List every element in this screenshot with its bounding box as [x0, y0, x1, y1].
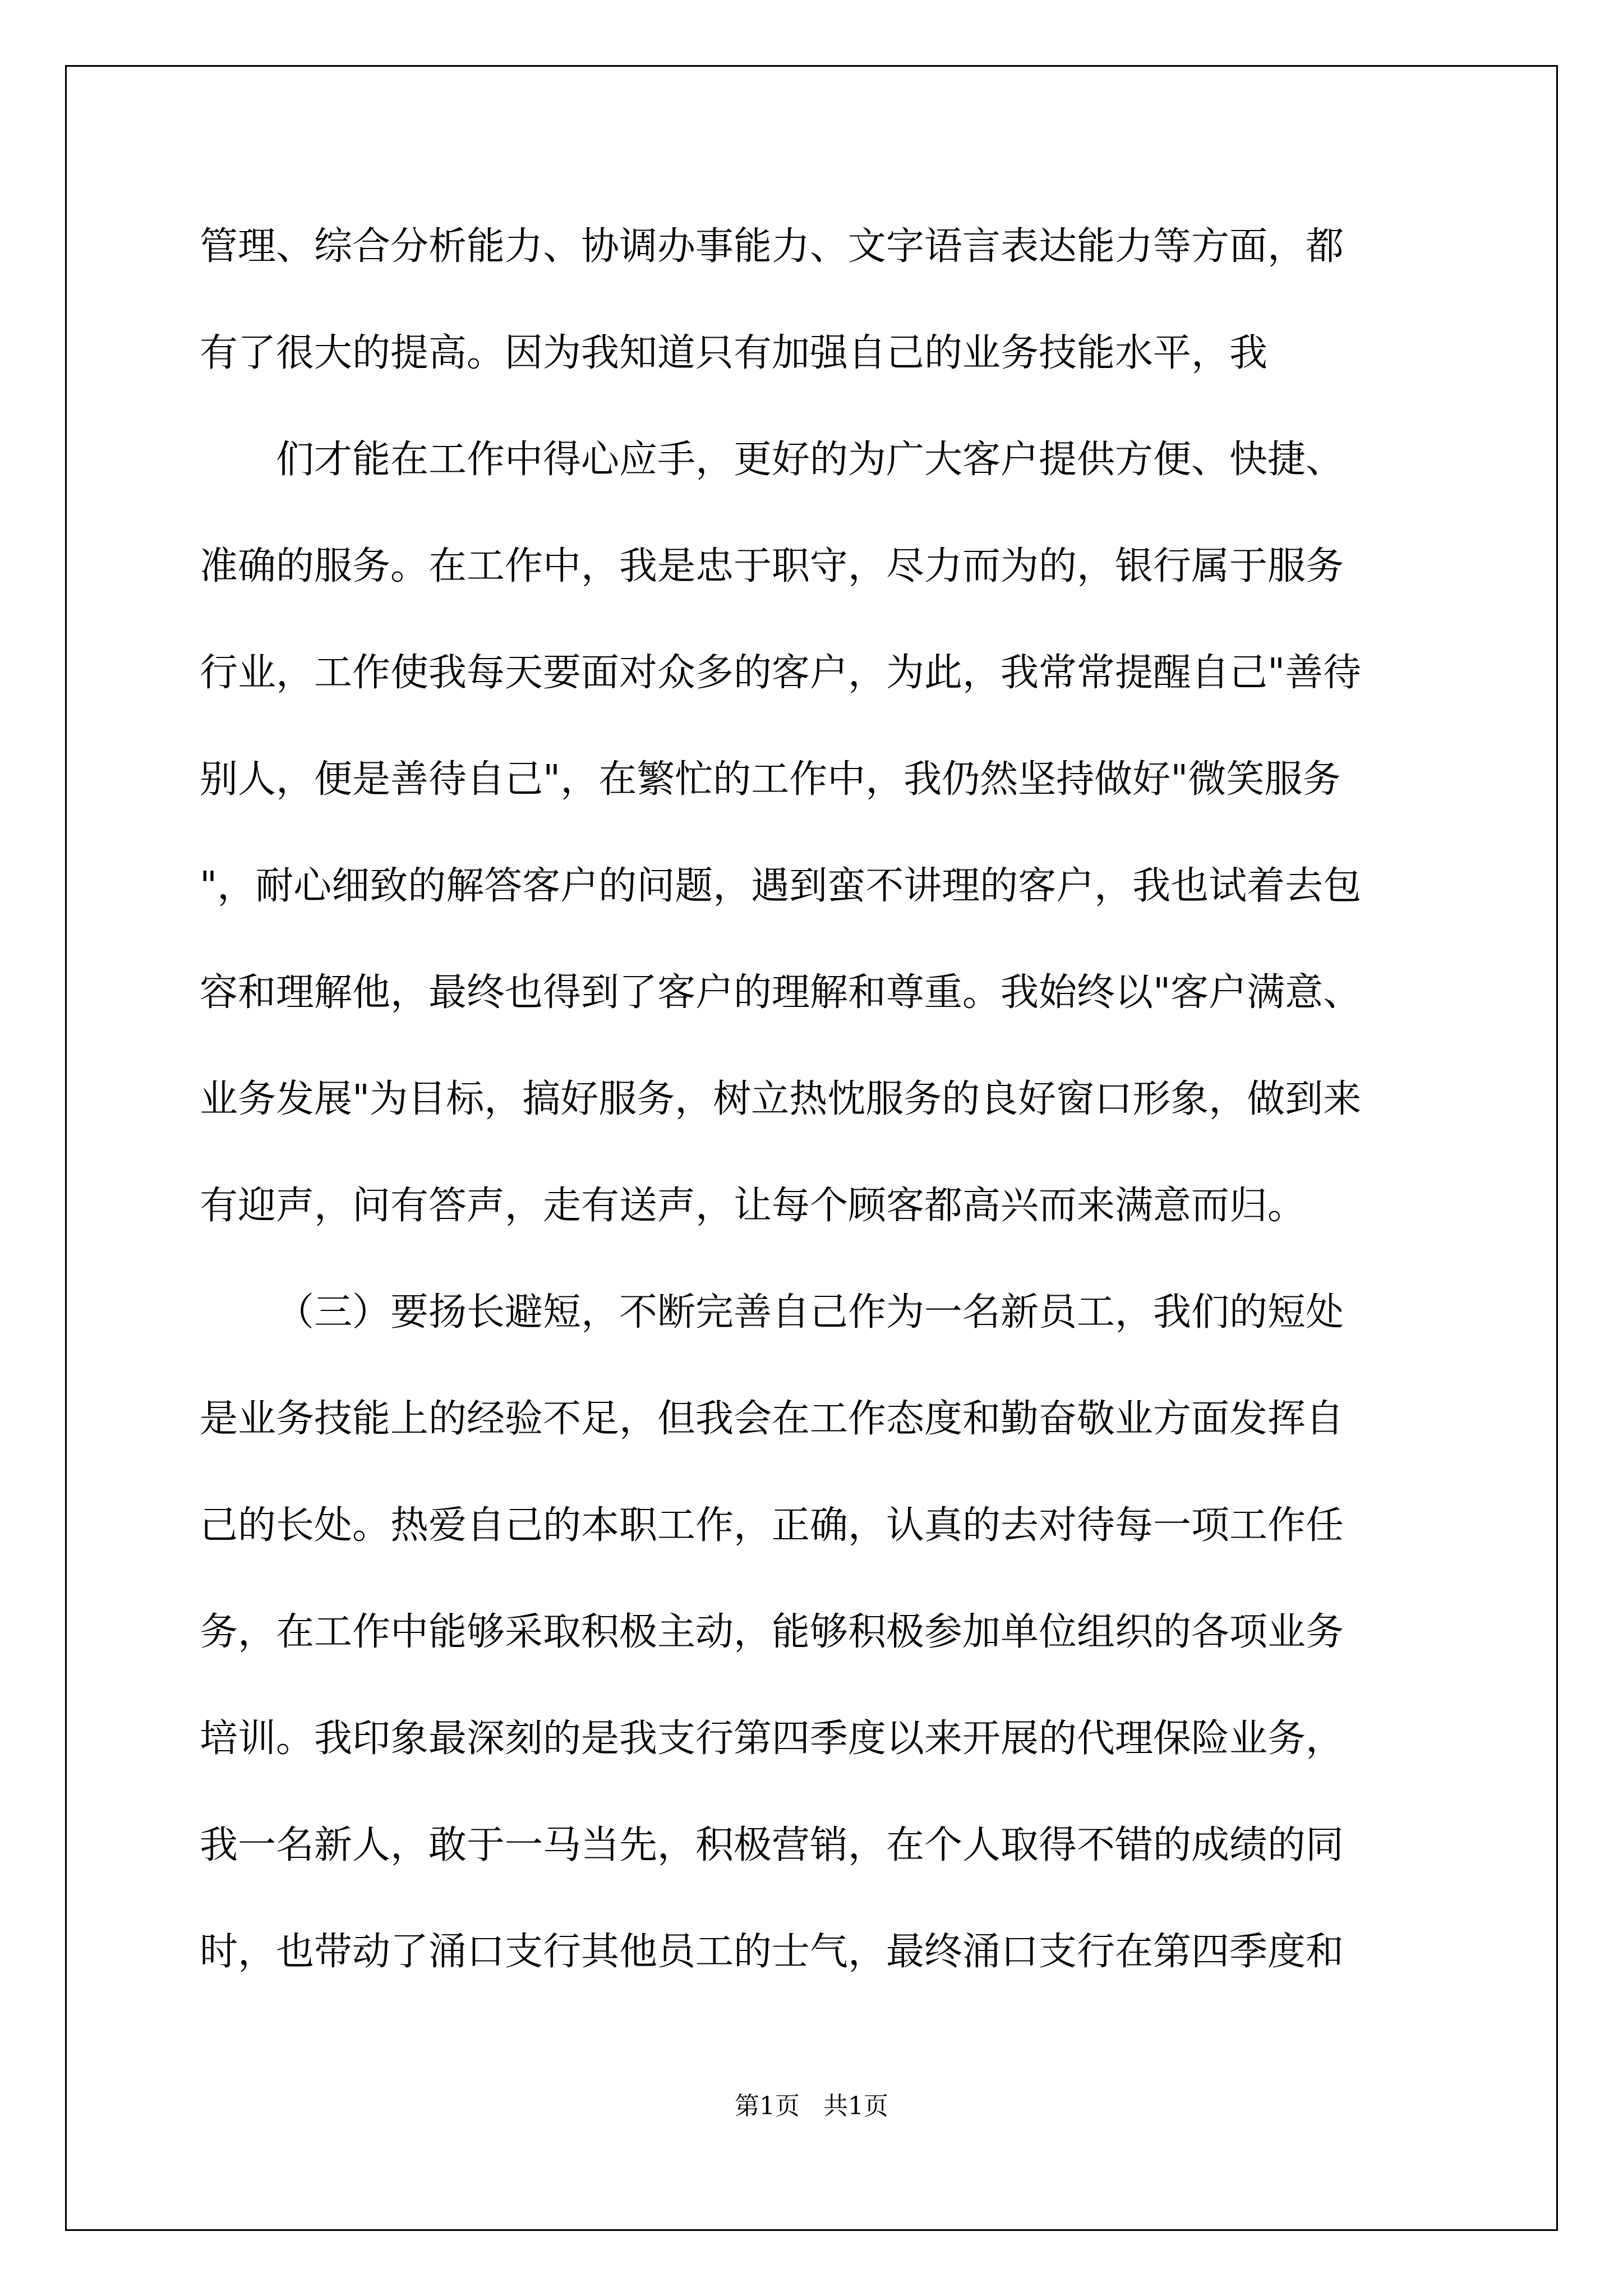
- document-body: [200, 216, 1490, 2028]
- text-line: "，耐心细致的解答客户的问题，遇到蛮不讲理的客户，我也试着去包: [200, 864, 1362, 908]
- text-line: 行业，工作使我每天要面对众多的客户，为此，我常常提醒自己"善待: [200, 651, 1362, 695]
- text-line: 己的长处。热爱自己的本职工作，正确，认真的去对待每一项工作任: [200, 1503, 1344, 1548]
- text-line: 别人，便是善待自己"，在繁忙的工作中，我仍然坚持做好"微笑服务: [200, 757, 1341, 802]
- text-line: 是业务技能上的经验不足，但我会在工作态度和勤奋敬业方面发挥自: [200, 1397, 1344, 1441]
- text-line: 准确的服务。在工作中，我是忠于职守，尽力而为的，银行属于服务: [200, 544, 1344, 588]
- text-line: 我一名新人，敢于一马当先，积极营销，在个人取得不错的成绩的同: [200, 1823, 1344, 1867]
- text-line: 有迎声，问有答声，走有送声，让每个顾客都高兴而来满意而归。: [200, 1184, 1306, 1228]
- text-line: 有了很大的提高。因为我知道只有加强自己的业务技能水平，我: [200, 331, 1268, 375]
- text-line: 管理、综合分析能力、协调办事能力、文字语言表达能力等方面，都: [200, 224, 1344, 269]
- text-line: 容和理解他，最终也得到了客户的理解和尊重。我始终以"客户满意、: [200, 970, 1362, 1015]
- text-line: 时，也带动了涌口支行其他员工的士气，最终涌口支行在第四季度和: [200, 1930, 1344, 1974]
- text-line: 务，在工作中能够采取积极主动，能够积极参加单位组织的各项业务: [200, 1610, 1344, 1654]
- page-footer: 第1页 共1页: [735, 2092, 888, 2120]
- text-line: 培训。我印象最深刻的是我支行第四季度以来开展的代理保险业务，: [200, 1717, 1344, 1761]
- text-line: 业务发展"为目标，搞好服务，树立热忱服务的良好窗口形象，做到来: [200, 1077, 1362, 1121]
- text-line: （三）要扬长避短，不断完善自己作为一名新员工，我们的短处: [276, 1290, 1344, 1335]
- text-line: 们才能在工作中得心应手，更好的为广大客户提供方便、快捷、: [276, 438, 1344, 482]
